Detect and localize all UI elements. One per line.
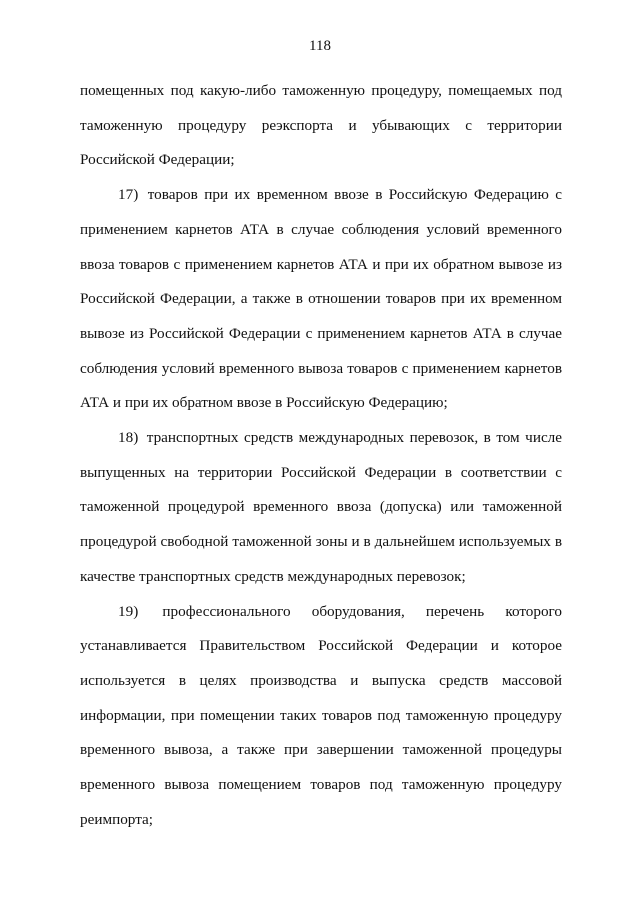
item-number: 18) bbox=[118, 429, 139, 447]
text-line bbox=[80, 178, 562, 213]
paragraph-continuation bbox=[80, 74, 562, 178]
text-line: процедурой свободной таможенной зоны и в дальнейшем используемых в bbox=[80, 533, 562, 551]
text-line: АТА и при их обратном ввозе в Российскую Федерацию; bbox=[80, 394, 448, 412]
text-line bbox=[80, 595, 562, 630]
page-number: 118 bbox=[309, 38, 331, 54]
text-line: соблюдения условий временного вывоза товаров с применением карнетов bbox=[80, 359, 562, 377]
document-body bbox=[80, 74, 562, 837]
text-line: реимпорта; bbox=[80, 810, 153, 828]
text-line bbox=[80, 421, 562, 456]
paragraph-item-18 bbox=[80, 421, 562, 595]
item-number: 19) bbox=[118, 602, 139, 620]
paragraph-item-17 bbox=[80, 178, 562, 421]
text-line-content: профессионального оборудования, перечень которого bbox=[162, 602, 563, 620]
text-line: качестве транспортных средств международных перевозок; bbox=[80, 567, 466, 585]
text-line: используется в целях производства и выпуска средств массовой bbox=[80, 671, 562, 689]
text-line: вывозе из Российской Федерации с применением карнетов АТА в случае bbox=[80, 324, 562, 342]
text-line: Российской Федерации, а также в отношении товаров при их временном bbox=[80, 290, 562, 308]
text-line-content: товаров при их временном ввозе в Российскую Федерацию с bbox=[147, 186, 563, 204]
text-line-content: транспортных средств международных перевозок, в том числе bbox=[146, 429, 563, 447]
text-line: Российской Федерации; bbox=[80, 151, 235, 169]
text-line: ввоза товаров с применением карнетов АТА и при их обратном вывозе из bbox=[80, 255, 562, 273]
text-line: выпущенных на территории Российской Федерации в соответствии с bbox=[80, 463, 562, 481]
text-line: применением карнетов АТА в случае соблюдения условий временного bbox=[80, 220, 562, 238]
text-line: информации, при помещении таких товаров под таможенную процедуру bbox=[80, 706, 562, 724]
text-line: помещенных под какую-либо таможенную процедуру, помещаемых под bbox=[80, 82, 562, 99]
paragraph-item-19 bbox=[80, 595, 562, 838]
text-line: таможенную процедуру реэкспорта и убывающих с территории bbox=[80, 116, 562, 134]
text-line: временного вывоза помещением товаров под таможенную процедуру bbox=[80, 776, 562, 794]
item-number: 17) bbox=[118, 186, 139, 204]
text-line: устанавливается Правительством Российской Федерации и которое bbox=[80, 637, 562, 655]
text-line: временного вывоза, а также при завершении таможенной процедуры bbox=[80, 741, 562, 759]
text-line: таможенной процедурой временного ввоза (допуска) или таможенной bbox=[80, 498, 562, 516]
